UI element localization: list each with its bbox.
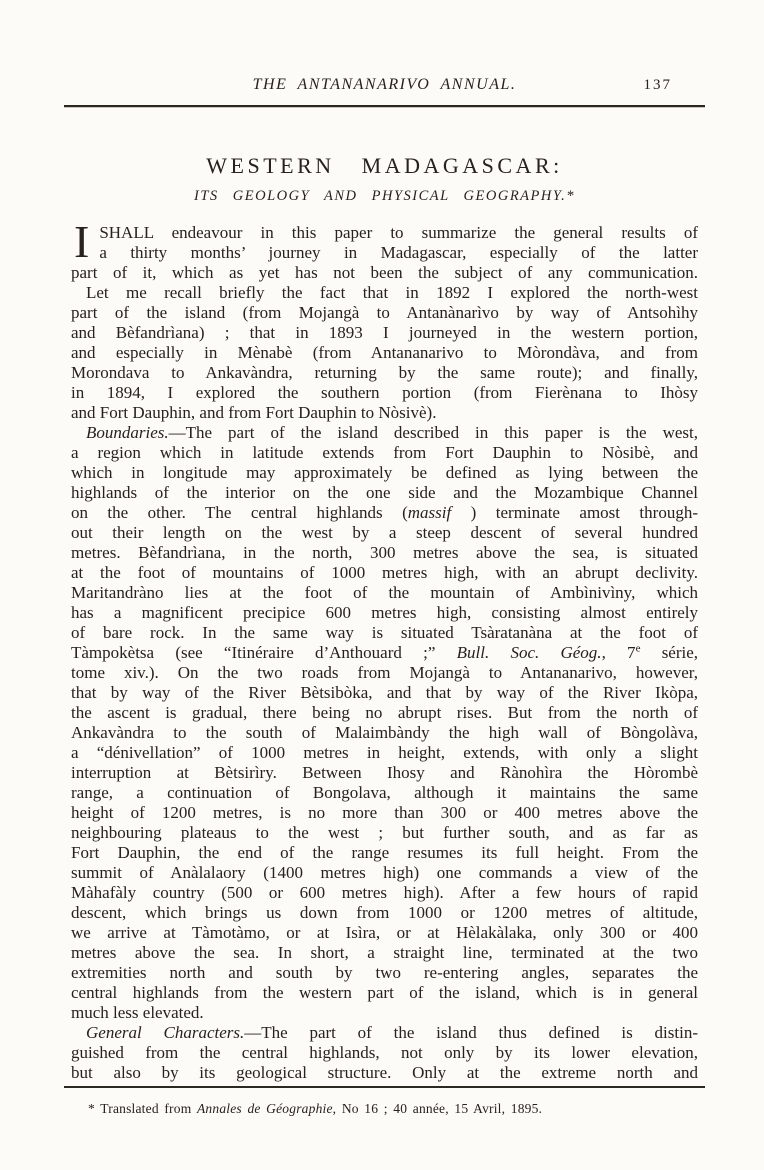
- text-line: [71, 683, 698, 703]
- text-line: [71, 423, 698, 443]
- article-title: WESTERN MADAGASCAR:: [206, 153, 563, 178]
- drop-cap: I: [74, 216, 90, 267]
- text-run: , 7: [601, 643, 636, 662]
- text-line: [71, 803, 698, 823]
- text-run: has a magnificent precipice 600 metres high, consisting almost entirely: [71, 603, 698, 622]
- text-run: much less elevated.: [71, 1003, 204, 1022]
- text-line: [71, 383, 698, 403]
- text-run: Maritandràno lies at the foot of the mountain of Ambìnivìny, which: [71, 583, 698, 602]
- text-run: , No 16 ; 40 année, 15 Avril, 1895.: [332, 1101, 543, 1116]
- text-run: Boundaries.: [86, 423, 169, 442]
- text-run: a thirty months’ journey in Madagascar, especially of the latter: [99, 243, 698, 262]
- text-run: and Fort Dauphin, and from Fort Dauphin to Nòsivè).: [71, 403, 437, 422]
- text-run: * Translated from: [88, 1101, 197, 1116]
- text-line: [71, 263, 698, 283]
- text-line: [71, 703, 698, 723]
- text-run: ) terminate amost through-: [451, 503, 698, 522]
- text-run: —The part of the island thus defined is distin-: [244, 1023, 698, 1042]
- text-run: metres. Bèfandrìana, in the north, 300 metres above the sea, is situated: [71, 543, 698, 562]
- page-number: 137: [643, 77, 672, 93]
- text-line: [71, 783, 698, 803]
- text-line: [71, 403, 698, 423]
- text-line: [71, 923, 698, 943]
- text-line: [71, 763, 698, 783]
- text-run: Bull. Soc. Géog.: [456, 643, 602, 662]
- text-run: of bare rock. In the same way is situated Tsàratanàna at the foot of: [71, 623, 698, 642]
- text-run: at the foot of mountains of 1000 metres high, with an abrupt declivity.: [71, 563, 698, 582]
- text-line: [71, 1063, 698, 1083]
- text-line: [71, 463, 698, 483]
- text-line: [71, 963, 698, 983]
- text-line: [71, 543, 698, 563]
- text-run: a region which in latitude extends from Fort Dauphin to Nòsibè, and: [71, 443, 698, 462]
- text-run: guished from the central highlands, not only by its lower elevation,: [71, 1043, 698, 1062]
- text-run: Màhafàly country (500 or 600 metres high). After a few hours of rapid: [71, 883, 698, 902]
- text-run: descent, which brings us down from 1000 or 1200 metres of altitude,: [71, 903, 698, 922]
- text-run: General Characters.: [86, 1023, 245, 1042]
- text-line: [71, 903, 698, 923]
- text-line: [71, 323, 698, 343]
- text-line: [71, 843, 698, 863]
- text-line: [71, 503, 698, 523]
- article-body: [71, 216, 699, 1083]
- text-run: a “dénivellation” of 1000 metres in height, extends, with only a slight: [71, 743, 698, 762]
- footnote: [71, 1101, 698, 1117]
- text-run: on the other. The central highlands (: [71, 503, 408, 522]
- text-line: [71, 1023, 698, 1043]
- text-run: and especially in Mènabè (from Antananarivo to Mòrondàva, and from: [71, 343, 698, 362]
- journal-title: THE ANTANANARIVO ANNUAL.: [252, 76, 517, 93]
- text-line: [71, 643, 698, 663]
- text-run: Tàmpokètsa (see “Itinéraire d’Anthouard ;”: [71, 643, 457, 662]
- text-run: série,: [640, 643, 699, 662]
- article-subtitle: ITS GEOLOGY AND PHYSICAL GEOGRAPHY.*: [194, 188, 575, 204]
- text-line: [71, 723, 698, 743]
- text-line: [71, 863, 698, 883]
- text-line: [71, 363, 698, 383]
- text-run: Ankavàndra to the south of Malaimbàndy the high wall of Bòngolàva,: [71, 723, 698, 742]
- text-run: and Bèfandrìana) ; that in 1893 I journeyed in the western portion,: [71, 323, 698, 342]
- text-run: Let me recall briefly the fact that in 1892 I explored the north-west: [86, 283, 698, 302]
- text-run: Morondava to Ankavàndra, returning by the same route); and finally,: [71, 363, 698, 382]
- text-line: [71, 283, 698, 303]
- paragraph: [71, 423, 698, 1023]
- text-run: which in longitude may approximately be defined as lying between the: [71, 463, 698, 482]
- paragraph: [71, 283, 698, 423]
- text-run: interruption at Bètsirìry. Between Ihosy and Rànohìra the Hòrombè: [71, 763, 698, 782]
- paragraph: [71, 216, 698, 283]
- text-line: [71, 343, 698, 363]
- text-run: neighbouring plateaus to the west ; but further south, and as far as: [71, 823, 698, 842]
- text-line: [71, 743, 698, 763]
- text-run: Fort Dauphin, the end of the range resumes its full height. From the: [71, 843, 698, 862]
- text-line: [71, 1043, 698, 1063]
- text-run: highlands of the interior on the one side and the Mozambique Channel: [71, 483, 698, 502]
- text-line: [71, 983, 698, 1003]
- text-run: but also by its geological structure. Only at the extreme north and: [71, 1063, 698, 1082]
- text-line: [71, 1003, 698, 1023]
- text-line: [71, 303, 698, 323]
- text-line: [71, 483, 698, 503]
- paragraph: [71, 1023, 698, 1083]
- header-rule: [64, 105, 705, 107]
- text-run: Annales de Géographie: [196, 1101, 333, 1116]
- text-run: summit of Anàlalaory (1400 metres high) one commands a view of the: [71, 863, 698, 882]
- text-run: metres above the sea. In short, a straight line, terminated at the two: [71, 943, 698, 962]
- text-line: [71, 663, 698, 683]
- page-content: [71, 0, 698, 1117]
- text-run: out their length on the west by a steep descent of several hundred: [71, 523, 698, 542]
- text-run: part of the island (from Mojangà to Antanànarìvo by way of Antsohìhy: [71, 303, 698, 322]
- text-line: [71, 623, 698, 643]
- footnote-rule: [64, 1086, 705, 1088]
- footnote-text: [88, 1101, 542, 1116]
- text-line: [71, 823, 698, 843]
- text-run: that by way of the River Bètsibòka, and that by way of the River Ikòpa,: [71, 683, 698, 702]
- text-run: range, a continuation of Bongolava, although it maintains the same: [71, 783, 698, 802]
- text-run: extremities north and south by two re-entering angles, separates the: [71, 963, 698, 982]
- text-line: [71, 443, 698, 463]
- text-run: in 1894, I explored the southern portion (from Fierènana to Ihòsy: [71, 383, 698, 402]
- text-line: [71, 883, 698, 903]
- text-line: [71, 603, 698, 623]
- text-run: central highlands from the western part of the island, which is in general: [71, 983, 698, 1002]
- text-line: [71, 243, 698, 263]
- text-run: —The part of the island described in this paper is the west,: [168, 423, 698, 442]
- text-line: [71, 943, 698, 963]
- text-run: we arrive at Tàmotàmo, or at Isìra, or at Hèlakàlaka, only 300 or 400: [71, 923, 698, 942]
- text-run: part of it, which as yet has not been the subject of any communication.: [71, 263, 698, 282]
- running-header: [71, 76, 698, 96]
- text-line: [71, 563, 698, 583]
- text-line: [71, 583, 698, 603]
- text-run: e: [635, 642, 641, 655]
- text-run: the ascent is gradual, there being no abrupt rises. But from the north of: [71, 703, 698, 722]
- text-run: SHALL endeavour in this paper to summarize the general results of: [99, 223, 698, 242]
- text-run: height of 1200 metres, is no more than 300 or 400 metres above the: [71, 803, 698, 822]
- text-run: massif: [407, 503, 452, 522]
- text-run: tome xiv.). On the two roads from Mojangà to Antananarivo, however,: [71, 663, 698, 682]
- text-line: [71, 523, 698, 543]
